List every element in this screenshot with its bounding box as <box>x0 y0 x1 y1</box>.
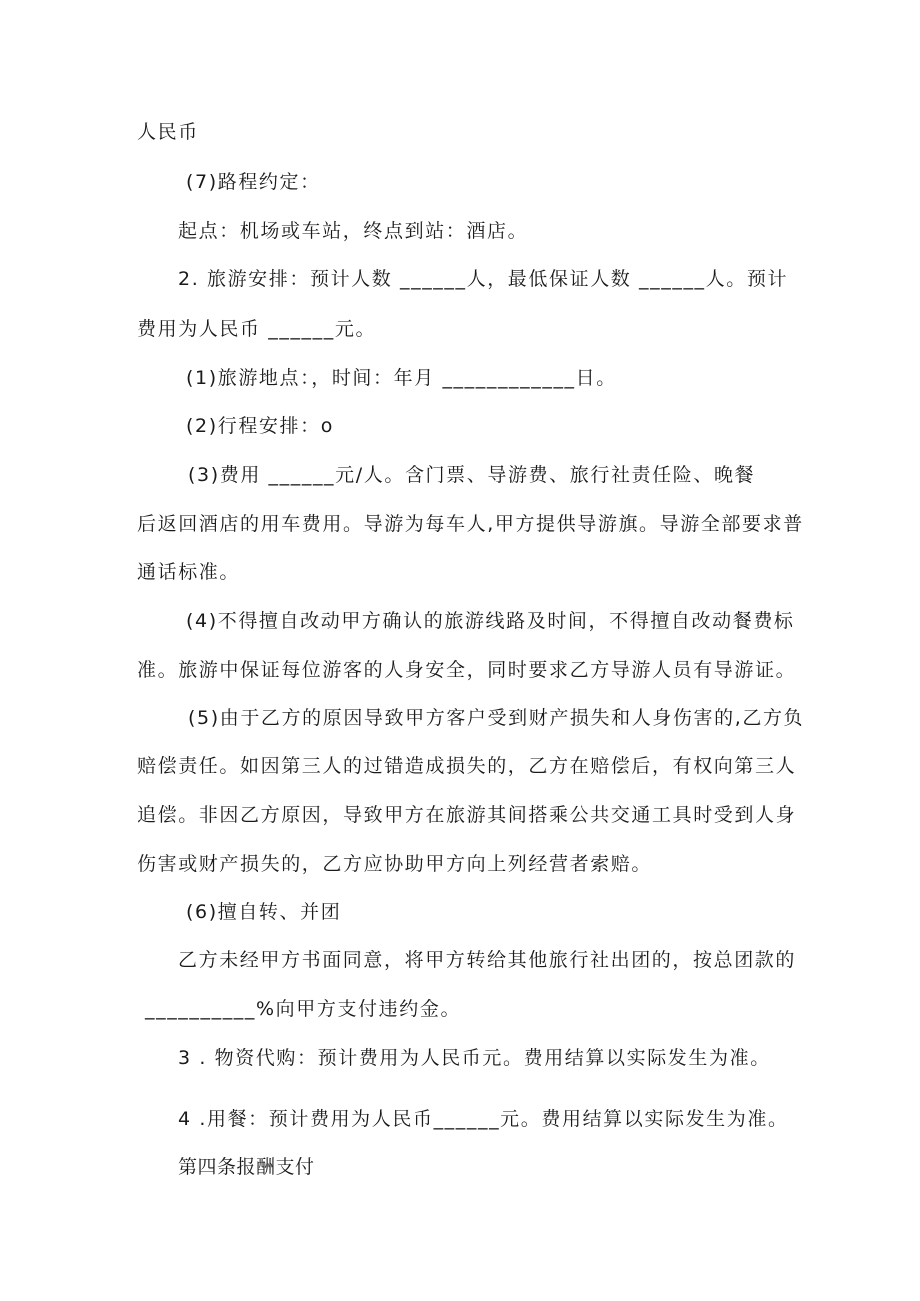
text-line: 通话标准。 <box>137 561 241 583</box>
text-line: __________%向甲方支付违约金。 <box>145 998 462 1020</box>
text-line: (1)旅游地点：，时间：年月 ____________日。 <box>186 367 617 389</box>
text-line: 乙方未经甲方书面同意，将甲方转给其他旅行社出团的，按总团款的 <box>178 949 797 971</box>
text-line: 追偿。非因乙方原因，导致甲方在旅游其间搭乘公共交通工具时受到人身 <box>137 804 797 826</box>
text-line: 赔偿责任。如因第三人的过错造成损失的，乙方在赔偿后，有权向第三人 <box>137 755 797 777</box>
text-line: 人民币 <box>137 121 199 143</box>
text-line: 伤害或财产损失的，乙方应协助甲方向上列经营者索赔。 <box>137 853 653 875</box>
text-line: 4 .用餐：预计费用为人民币______元。费用结算以实际发生为准。 <box>178 1108 789 1130</box>
text-line: (4)不得擅自改动甲方确认的旅游线路及时间，不得擅自改动餐费标 <box>186 610 795 632</box>
text-line: (6)擅自转、并团 <box>186 901 342 923</box>
text-line: (3)费用 ______元/人。含门票、导游费、旅行社责任险、晚餐 <box>188 464 756 486</box>
text-line: (2)行程安排：o <box>186 415 334 437</box>
text-line: (5)由于乙方的原因导致甲方客户受到财产损失和人身伤害的,乙方负 <box>188 707 805 729</box>
text-line: 3 . 物资代购：预计费用为人民币元。费用结算以实际发生为准。 <box>178 1047 771 1069</box>
text-line: (7)路程约定： <box>186 171 321 193</box>
text-line: 后返回酒店的用车费用。导游为每车人,甲方提供导游旗。导游全部要求普 <box>137 513 804 535</box>
text-line: 2. 旅游安排：预计人数 ______人，最低保证人数 ______人。预计 <box>178 268 789 290</box>
text-line: 费用为人民币 ______元。 <box>137 318 377 340</box>
text-line: 准。旅游中保证每位游客的人身安全，同时要求乙方导游人员有导游证。 <box>137 659 797 681</box>
text-line: 起点：机场或车站，终点到站：酒店。 <box>178 220 529 242</box>
section-heading: 第四条报酬支付 <box>178 1156 315 1178</box>
